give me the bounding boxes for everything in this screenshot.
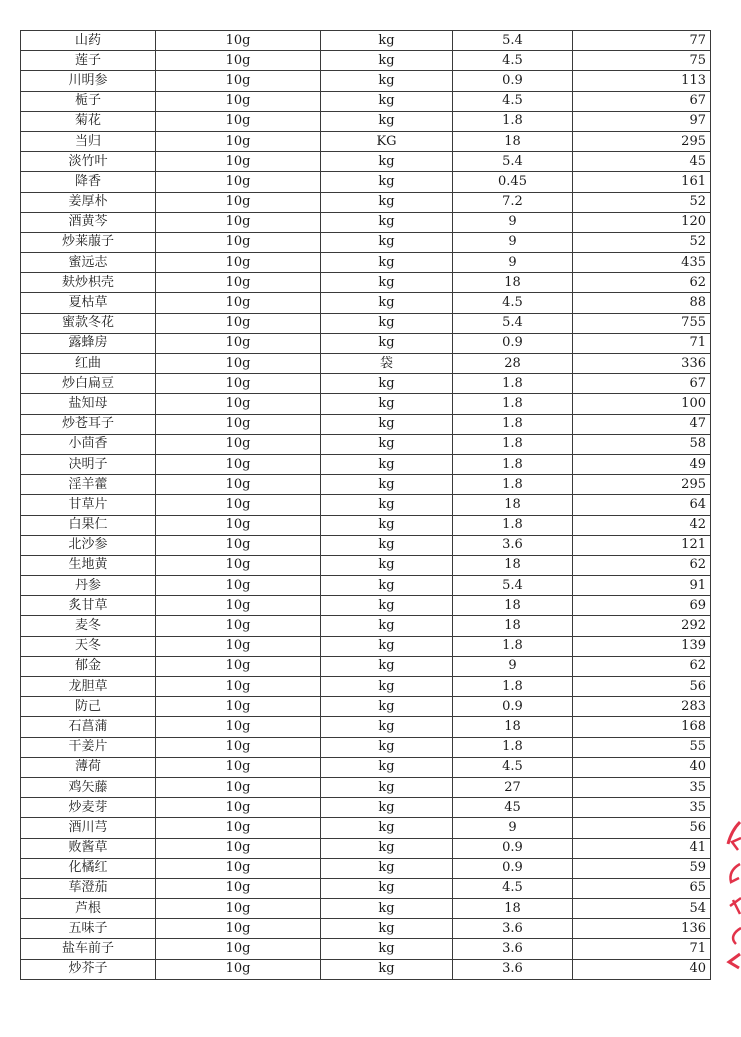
cell-herb-name: 龙胆草 xyxy=(21,677,156,697)
cell-price: 67 xyxy=(573,374,711,394)
cell-spec: 10g xyxy=(156,636,321,656)
cell-price: 88 xyxy=(573,293,711,313)
cell-price: 40 xyxy=(573,959,711,979)
cell-unit: kg xyxy=(321,656,453,676)
cell-price: 62 xyxy=(573,273,711,293)
cell-price: 91 xyxy=(573,576,711,596)
table-row xyxy=(21,919,711,939)
cell-unit: kg xyxy=(321,838,453,858)
cell-price: 71 xyxy=(573,333,711,353)
table-row xyxy=(21,31,711,51)
cell-price: 64 xyxy=(573,495,711,515)
cell-price: 55 xyxy=(573,737,711,757)
cell-price: 295 xyxy=(573,475,711,495)
cell-spec: 10g xyxy=(156,71,321,91)
cell-unit: kg xyxy=(321,677,453,697)
cell-herb-name: 石菖蒲 xyxy=(21,717,156,737)
cell-spec: 10g xyxy=(156,394,321,414)
cell-herb-name: 盐车前子 xyxy=(21,939,156,959)
table-row xyxy=(21,172,711,192)
table-row xyxy=(21,91,711,111)
cell-spec: 10g xyxy=(156,959,321,979)
cell-unit: kg xyxy=(321,293,453,313)
cell-quantity: 0.9 xyxy=(453,838,573,858)
cell-spec: 10g xyxy=(156,858,321,878)
cell-herb-name: 淫羊藿 xyxy=(21,475,156,495)
cell-unit: kg xyxy=(321,777,453,797)
cell-price: 35 xyxy=(573,798,711,818)
cell-spec: 10g xyxy=(156,31,321,51)
cell-quantity: 9 xyxy=(453,656,573,676)
cell-unit: kg xyxy=(321,757,453,777)
cell-spec: 10g xyxy=(156,212,321,232)
cell-herb-name: 莲子 xyxy=(21,51,156,71)
cell-unit: 袋 xyxy=(321,354,453,374)
cell-herb-name: 栀子 xyxy=(21,91,156,111)
cell-price: 136 xyxy=(573,919,711,939)
cell-herb-name: 夏枯草 xyxy=(21,293,156,313)
cell-quantity: 3.6 xyxy=(453,939,573,959)
cell-spec: 10g xyxy=(156,495,321,515)
cell-price: 67 xyxy=(573,91,711,111)
cell-spec: 10g xyxy=(156,798,321,818)
cell-unit: kg xyxy=(321,31,453,51)
cell-price: 58 xyxy=(573,434,711,454)
cell-quantity: 1.8 xyxy=(453,374,573,394)
cell-unit: kg xyxy=(321,939,453,959)
cell-spec: 10g xyxy=(156,697,321,717)
table-row xyxy=(21,71,711,91)
cell-quantity: 18 xyxy=(453,131,573,151)
cell-herb-name: 淡竹叶 xyxy=(21,152,156,172)
table-row xyxy=(21,737,711,757)
table-row xyxy=(21,51,711,71)
cell-price: 336 xyxy=(573,354,711,374)
cell-unit: kg xyxy=(321,172,453,192)
cell-unit: kg xyxy=(321,798,453,818)
cell-spec: 10g xyxy=(156,475,321,495)
cell-quantity: 18 xyxy=(453,273,573,293)
cell-spec: 10g xyxy=(156,616,321,636)
cell-quantity: 7.2 xyxy=(453,192,573,212)
cell-herb-name: 薄荷 xyxy=(21,757,156,777)
price-table xyxy=(20,30,711,980)
cell-herb-name: 荜澄茄 xyxy=(21,878,156,898)
cell-quantity: 1.8 xyxy=(453,414,573,434)
cell-spec: 10g xyxy=(156,919,321,939)
cell-herb-name: 红曲 xyxy=(21,354,156,374)
cell-herb-name: 蜜款冬花 xyxy=(21,313,156,333)
cell-herb-name: 防己 xyxy=(21,697,156,717)
cell-price: 755 xyxy=(573,313,711,333)
cell-quantity: 0.9 xyxy=(453,858,573,878)
cell-herb-name: 五味子 xyxy=(21,919,156,939)
cell-quantity: 45 xyxy=(453,798,573,818)
cell-herb-name: 蜜远志 xyxy=(21,253,156,273)
cell-unit: kg xyxy=(321,737,453,757)
cell-price: 35 xyxy=(573,777,711,797)
cell-unit: kg xyxy=(321,374,453,394)
cell-price: 292 xyxy=(573,616,711,636)
cell-quantity: 18 xyxy=(453,495,573,515)
price-table-body xyxy=(21,31,711,980)
cell-unit: kg xyxy=(321,152,453,172)
table-row xyxy=(21,757,711,777)
cell-herb-name: 败酱草 xyxy=(21,838,156,858)
cell-quantity: 4.5 xyxy=(453,293,573,313)
cell-quantity: 18 xyxy=(453,616,573,636)
table-row xyxy=(21,677,711,697)
table-row xyxy=(21,394,711,414)
cell-herb-name: 鸡矢藤 xyxy=(21,777,156,797)
cell-spec: 10g xyxy=(156,818,321,838)
cell-quantity: 18 xyxy=(453,899,573,919)
cell-spec: 10g xyxy=(156,414,321,434)
cell-price: 49 xyxy=(573,454,711,474)
cell-unit: kg xyxy=(321,475,453,495)
cell-quantity: 27 xyxy=(453,777,573,797)
cell-unit: kg xyxy=(321,576,453,596)
table-row xyxy=(21,475,711,495)
cell-quantity: 3.6 xyxy=(453,919,573,939)
cell-herb-name: 决明子 xyxy=(21,454,156,474)
cell-spec: 10g xyxy=(156,51,321,71)
table-row xyxy=(21,798,711,818)
cell-quantity: 3.6 xyxy=(453,959,573,979)
cell-spec: 10g xyxy=(156,313,321,333)
cell-price: 40 xyxy=(573,757,711,777)
cell-spec: 10g xyxy=(156,757,321,777)
cell-price: 56 xyxy=(573,818,711,838)
cell-price: 168 xyxy=(573,717,711,737)
cell-unit: kg xyxy=(321,515,453,535)
table-row xyxy=(21,818,711,838)
cell-unit: kg xyxy=(321,232,453,252)
cell-unit: kg xyxy=(321,51,453,71)
cell-spec: 10g xyxy=(156,192,321,212)
cell-herb-name: 芦根 xyxy=(21,899,156,919)
cell-unit: kg xyxy=(321,858,453,878)
cell-quantity: 1.8 xyxy=(453,475,573,495)
cell-spec: 10g xyxy=(156,939,321,959)
cell-unit: kg xyxy=(321,818,453,838)
cell-unit: kg xyxy=(321,596,453,616)
cell-price: 161 xyxy=(573,172,711,192)
cell-quantity: 9 xyxy=(453,232,573,252)
cell-quantity: 1.8 xyxy=(453,454,573,474)
table-row xyxy=(21,959,711,979)
cell-spec: 10g xyxy=(156,293,321,313)
cell-spec: 10g xyxy=(156,838,321,858)
cell-quantity: 4.5 xyxy=(453,51,573,71)
cell-spec: 10g xyxy=(156,91,321,111)
cell-price: 295 xyxy=(573,131,711,151)
cell-quantity: 5.4 xyxy=(453,31,573,51)
table-row xyxy=(21,939,711,959)
cell-spec: 10g xyxy=(156,273,321,293)
cell-unit: kg xyxy=(321,959,453,979)
cell-spec: 10g xyxy=(156,717,321,737)
cell-quantity: 9 xyxy=(453,212,573,232)
table-row xyxy=(21,434,711,454)
cell-unit: kg xyxy=(321,555,453,575)
cell-unit: KG xyxy=(321,131,453,151)
cell-herb-name: 郁金 xyxy=(21,656,156,676)
cell-quantity: 18 xyxy=(453,596,573,616)
cell-herb-name: 山药 xyxy=(21,31,156,51)
cell-quantity: 18 xyxy=(453,717,573,737)
cell-unit: kg xyxy=(321,91,453,111)
cell-herb-name: 炙甘草 xyxy=(21,596,156,616)
cell-price: 283 xyxy=(573,697,711,717)
cell-herb-name: 炒麦芽 xyxy=(21,798,156,818)
table-row xyxy=(21,717,711,737)
cell-spec: 10g xyxy=(156,576,321,596)
cell-price: 77 xyxy=(573,31,711,51)
table-row xyxy=(21,899,711,919)
cell-unit: kg xyxy=(321,434,453,454)
cell-spec: 10g xyxy=(156,354,321,374)
cell-unit: kg xyxy=(321,212,453,232)
cell-price: 120 xyxy=(573,212,711,232)
cell-price: 75 xyxy=(573,51,711,71)
table-row xyxy=(21,697,711,717)
cell-unit: kg xyxy=(321,333,453,353)
cell-unit: kg xyxy=(321,919,453,939)
cell-spec: 10g xyxy=(156,737,321,757)
cell-spec: 10g xyxy=(156,434,321,454)
cell-herb-name: 化橘红 xyxy=(21,858,156,878)
cell-herb-name: 白果仁 xyxy=(21,515,156,535)
cell-herb-name: 天冬 xyxy=(21,636,156,656)
red-seal-stamp xyxy=(724,820,741,970)
cell-spec: 10g xyxy=(156,555,321,575)
cell-price: 45 xyxy=(573,152,711,172)
table-row xyxy=(21,232,711,252)
cell-quantity: 4.5 xyxy=(453,757,573,777)
cell-spec: 10g xyxy=(156,677,321,697)
cell-herb-name: 菊花 xyxy=(21,111,156,131)
cell-unit: kg xyxy=(321,697,453,717)
table-row xyxy=(21,152,711,172)
cell-price: 52 xyxy=(573,192,711,212)
cell-herb-name: 炒莱菔子 xyxy=(21,232,156,252)
cell-herb-name: 炒芥子 xyxy=(21,959,156,979)
table-row xyxy=(21,313,711,333)
cell-quantity: 3.6 xyxy=(453,535,573,555)
cell-herb-name: 小茴香 xyxy=(21,434,156,454)
table-row xyxy=(21,838,711,858)
cell-herb-name: 盐知母 xyxy=(21,394,156,414)
table-row xyxy=(21,636,711,656)
table-row xyxy=(21,535,711,555)
cell-spec: 10g xyxy=(156,515,321,535)
cell-spec: 10g xyxy=(156,777,321,797)
cell-price: 42 xyxy=(573,515,711,535)
cell-quantity: 0.45 xyxy=(453,172,573,192)
cell-price: 69 xyxy=(573,596,711,616)
cell-herb-name: 生地黄 xyxy=(21,555,156,575)
cell-quantity: 9 xyxy=(453,818,573,838)
cell-herb-name: 露蜂房 xyxy=(21,333,156,353)
table-row xyxy=(21,374,711,394)
table-row xyxy=(21,515,711,535)
cell-unit: kg xyxy=(321,192,453,212)
cell-quantity: 1.8 xyxy=(453,677,573,697)
cell-herb-name: 麸炒枳壳 xyxy=(21,273,156,293)
cell-quantity: 1.8 xyxy=(453,515,573,535)
cell-quantity: 5.4 xyxy=(453,152,573,172)
table-row xyxy=(21,858,711,878)
cell-quantity: 4.5 xyxy=(453,878,573,898)
cell-price: 435 xyxy=(573,253,711,273)
cell-spec: 10g xyxy=(156,333,321,353)
cell-unit: kg xyxy=(321,313,453,333)
cell-spec: 10g xyxy=(156,152,321,172)
cell-unit: kg xyxy=(321,878,453,898)
cell-herb-name: 北沙参 xyxy=(21,535,156,555)
table-row xyxy=(21,596,711,616)
cell-price: 47 xyxy=(573,414,711,434)
cell-quantity: 0.9 xyxy=(453,697,573,717)
table-row xyxy=(21,777,711,797)
cell-quantity: 1.8 xyxy=(453,394,573,414)
cell-price: 97 xyxy=(573,111,711,131)
cell-herb-name: 炒白扁豆 xyxy=(21,374,156,394)
cell-spec: 10g xyxy=(156,131,321,151)
cell-herb-name: 酒黄芩 xyxy=(21,212,156,232)
cell-spec: 10g xyxy=(156,232,321,252)
table-row xyxy=(21,131,711,151)
cell-unit: kg xyxy=(321,616,453,636)
cell-quantity: 9 xyxy=(453,253,573,273)
cell-herb-name: 酒川芎 xyxy=(21,818,156,838)
table-row xyxy=(21,616,711,636)
cell-quantity: 5.4 xyxy=(453,313,573,333)
cell-quantity: 0.9 xyxy=(453,71,573,91)
cell-herb-name: 干姜片 xyxy=(21,737,156,757)
document-page xyxy=(20,30,710,980)
cell-unit: kg xyxy=(321,535,453,555)
cell-price: 139 xyxy=(573,636,711,656)
cell-herb-name: 当归 xyxy=(21,131,156,151)
table-row xyxy=(21,454,711,474)
cell-unit: kg xyxy=(321,253,453,273)
cell-spec: 10g xyxy=(156,596,321,616)
table-row xyxy=(21,253,711,273)
cell-price: 62 xyxy=(573,656,711,676)
cell-spec: 10g xyxy=(156,454,321,474)
cell-price: 65 xyxy=(573,878,711,898)
cell-quantity: 28 xyxy=(453,354,573,374)
table-row xyxy=(21,414,711,434)
cell-spec: 10g xyxy=(156,878,321,898)
cell-unit: kg xyxy=(321,717,453,737)
cell-spec: 10g xyxy=(156,253,321,273)
cell-price: 56 xyxy=(573,677,711,697)
table-row xyxy=(21,212,711,232)
cell-spec: 10g xyxy=(156,374,321,394)
cell-quantity: 4.5 xyxy=(453,91,573,111)
cell-price: 100 xyxy=(573,394,711,414)
cell-herb-name: 姜厚朴 xyxy=(21,192,156,212)
table-row xyxy=(21,333,711,353)
cell-herb-name: 丹参 xyxy=(21,576,156,596)
cell-herb-name: 炒苍耳子 xyxy=(21,414,156,434)
red-seal-stamp-graphic xyxy=(724,820,741,970)
cell-unit: kg xyxy=(321,273,453,293)
cell-price: 113 xyxy=(573,71,711,91)
cell-quantity: 18 xyxy=(453,555,573,575)
cell-quantity: 1.8 xyxy=(453,737,573,757)
cell-quantity: 1.8 xyxy=(453,434,573,454)
cell-spec: 10g xyxy=(156,111,321,131)
cell-spec: 10g xyxy=(156,535,321,555)
cell-unit: kg xyxy=(321,454,453,474)
table-row xyxy=(21,293,711,313)
cell-price: 59 xyxy=(573,858,711,878)
table-row xyxy=(21,576,711,596)
cell-spec: 10g xyxy=(156,899,321,919)
cell-price: 54 xyxy=(573,899,711,919)
cell-quantity: 1.8 xyxy=(453,636,573,656)
cell-unit: kg xyxy=(321,495,453,515)
table-row xyxy=(21,111,711,131)
cell-spec: 10g xyxy=(156,656,321,676)
cell-price: 41 xyxy=(573,838,711,858)
cell-unit: kg xyxy=(321,71,453,91)
table-row xyxy=(21,192,711,212)
cell-unit: kg xyxy=(321,394,453,414)
cell-herb-name: 川明参 xyxy=(21,71,156,91)
cell-price: 121 xyxy=(573,535,711,555)
table-row xyxy=(21,555,711,575)
cell-quantity: 0.9 xyxy=(453,333,573,353)
cell-herb-name: 降香 xyxy=(21,172,156,192)
cell-herb-name: 麦冬 xyxy=(21,616,156,636)
cell-unit: kg xyxy=(321,111,453,131)
cell-unit: kg xyxy=(321,899,453,919)
cell-quantity: 1.8 xyxy=(453,111,573,131)
table-row xyxy=(21,273,711,293)
cell-unit: kg xyxy=(321,414,453,434)
table-row xyxy=(21,656,711,676)
table-row xyxy=(21,878,711,898)
cell-price: 62 xyxy=(573,555,711,575)
cell-price: 52 xyxy=(573,232,711,252)
cell-spec: 10g xyxy=(156,172,321,192)
table-row xyxy=(21,495,711,515)
cell-price: 71 xyxy=(573,939,711,959)
cell-quantity: 5.4 xyxy=(453,576,573,596)
cell-herb-name: 甘草片 xyxy=(21,495,156,515)
table-row xyxy=(21,354,711,374)
cell-unit: kg xyxy=(321,636,453,656)
